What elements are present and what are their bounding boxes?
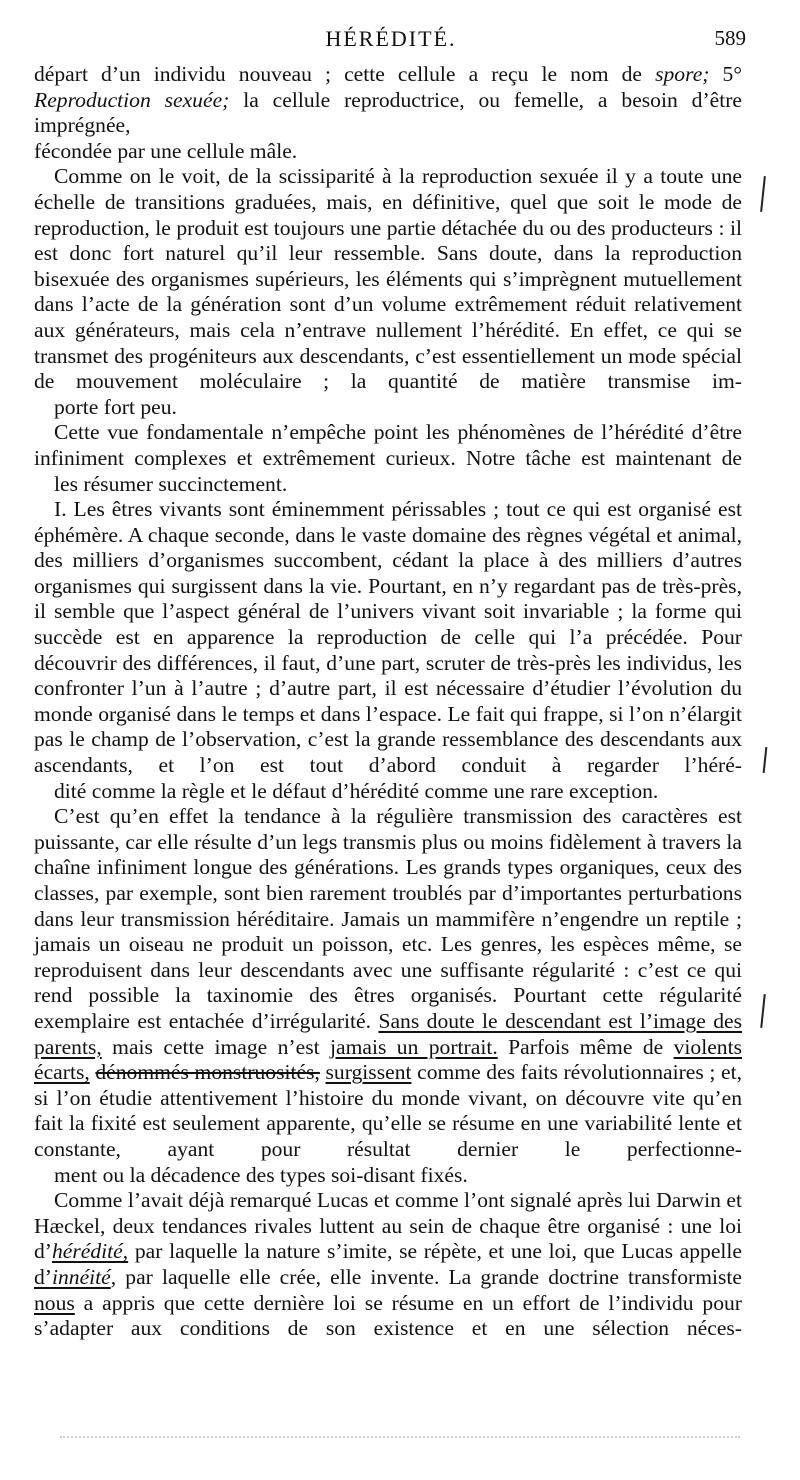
page-number: 589 [714, 26, 746, 50]
faded-footer-line [60, 1436, 740, 1446]
margin-annotation-mark [760, 994, 766, 1028]
paragraph-3: I. Les êtres vivants sont éminemment périssables ; tout ce qui est organisé est éphémère. A chaque seconde, dans le vaste domaine des règnes végétal et animal, des milliers d’organismes succombent, cédant la place à des milliers d’autres organismes qui surgissent dans la vie. Pourtant, en n’y regardant pas de très-près, il semble que l’aspect général de l’univers vivant soit invariable ; la forme qui succède est en apparence la reproduction de celle qui l’a précédée. Pour découvrir des différences, il faut, d’une part, scruter de très-près les individus, les confronter l’un à l’autre ; d’autre part, il est nécessaire d’étudier l’évolution du monde organisé dans le temps et dans l’espace. Le fait qui frappe, si l’on n’élargit pas le champ de l’observation, c’est la grande ressemblance des descendants aux ascendants, et l’on est tout d’abord conduit à regarder l’héré- dité comme la règle et le défaut d’hérédité comme une rare exception. [34, 497, 742, 803]
body-text [34, 62, 742, 1342]
paragraph-0: départ d’un individu nouveau ; cette cellule a reçu le nom de spore; 5° Reproduction sexuée; la cellule reproductrice, ou femelle, a besoin d’être imprégnée, fécondée par une cellule mâle. [34, 62, 742, 163]
paragraph-1: Comme on le voit, de la scissiparité à la reproduction sexuée il y a toute une échelle de transitions graduées, mais, en définitive, quel que soit le mode de reproduction, le produit est toujours une partie détachée du ou des producteurs : il est donc fort naturel qu’il leur ressemble. Sans doute, dans la reproduction bisexuée des organismes supérieurs, les éléments qui s’imprègnent mutuellement dans l’acte de la génération sont d’un volume extrêmement réduit relativement aux générateurs, mais cela n’entrave nullement l’hérédité. En effet, ce qui se transmet des progéniteurs aux descendants, c’est essentiellement un mode spécial de mouvement moléculaire ; la quantité de matière transmise im- porte fort peu. [34, 164, 742, 419]
margin-annotation-mark [763, 747, 768, 773]
page-header [36, 26, 746, 56]
running-head: HÉRÉDITÉ. [325, 26, 457, 51]
margin-annotation-mark [760, 176, 766, 212]
paragraph-4: C’est qu’en effet la tendance à la régulière transmission des caractères est puissante, car elle résulte d’un legs transmis plus ou moins fidèlement à travers la chaîne infiniment longue des générations. Les grands types organiques, ceux des classes, par exemple, sont bien rarement troublés par d’importantes perturbations dans leur transmission héréditaire. Jamais un mammifère n’engendre un reptile ; jamais un oiseau ne produit un poisson, etc. Les genres, les espèces même, se reproduisent dans leur descendants avec une suffisante régularité : c’est ce qui rend possible la taxinomie des êtres organisés. Pourtant cette régularité exemplaire est entachée d’irrégularité. Sans doute le descendant est l’image des parents, mais cette image n’est jamais un portrait. Parfois même de violents écarts, dénommés monstruosités, surgissent comme des faits révolutionnaires ; et, si l’on étudie attentivement l’histoire du monde vivant, on découvre vite qu’en fait la fixité est seulement apparente, qu’elle se résume en une variabilité lente et constante, ayant pour résultat dernier le perfectionne- ment ou la décadence des types soi-disant fixés. [34, 804, 742, 1187]
paragraph-5: Comme l’avait déjà remarqué Lucas et comme l’ont signalé après lui Darwin et Hæckel, deux tendances rivales luttent au sein de chaque être organisé : une loi d’hérédité, par laquelle la nature s’imite, se répète, et une loi, que Lucas appelle d’innéité, par laquelle elle crée, elle invente. La grande doctrine transformiste nous a appris que cette dernière loi se résume en un effort de l’individu pour s’adapter aux conditions de son existence et en une sélection néces- [34, 1188, 742, 1341]
paragraph-2: Cette vue fondamentale n’empêche point les phénomènes de l’hérédité d’être infiniment complexes et extrêmement curieux. Notre tâche est maintenant de les résumer succinctement. [34, 420, 742, 496]
